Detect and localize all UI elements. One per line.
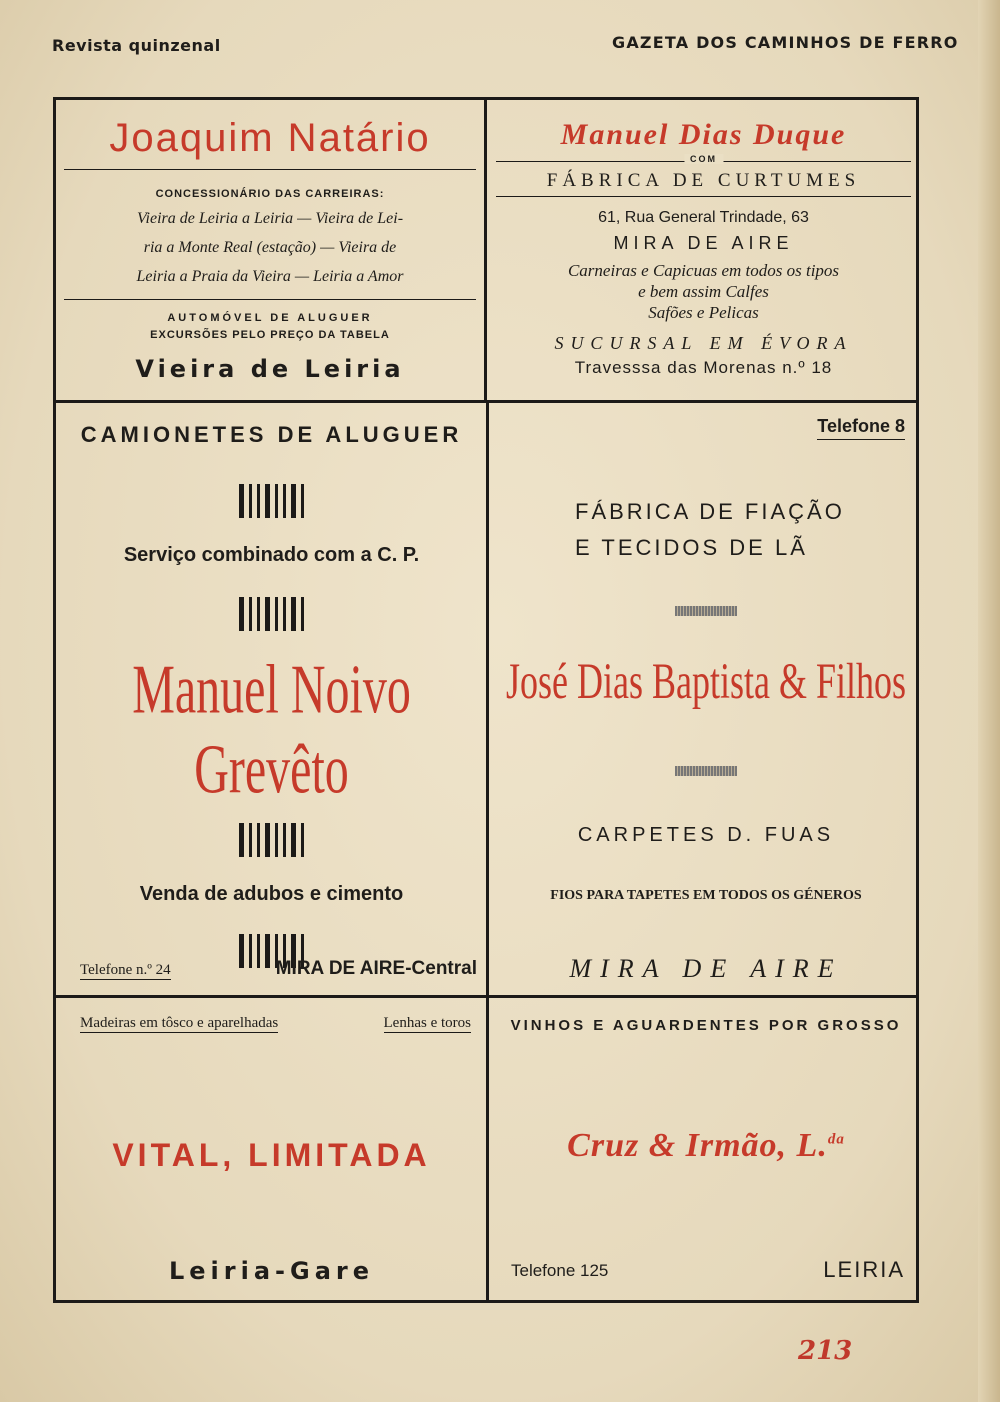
natario-name: Joaquim Natário: [109, 116, 431, 160]
duque-products: [496, 260, 911, 323]
natario-line2: EXCURSÕES PELO PREÇO DA TABELA: [150, 329, 390, 341]
duque-com: COM: [684, 154, 723, 164]
divider-middle: [486, 400, 489, 995]
ad-greveto: [64, 410, 479, 990]
greveto-phone: Telefone n.º 24: [80, 962, 171, 978]
greveto-service: Serviço combinado com a C. P.: [123, 544, 420, 566]
baptista-name: José Dias Baptista & Filhos: [505, 653, 906, 709]
cruz-title: VINHOS E AGUARDENTES POR GROSSO: [510, 1017, 902, 1034]
ad-baptista: [501, 410, 911, 990]
vital-location: Leiria-Gare: [168, 1257, 375, 1285]
duque-business: FÁBRICA DE CURTUMES: [546, 170, 861, 191]
baptista-town: MIRA DE AIRE: [569, 954, 843, 983]
cruz-name: Cruz & Irmão, L.: [567, 1127, 828, 1164]
header-right: GAZETA DOS CAMINHOS DE FERRO: [612, 33, 959, 52]
natario-rule-bottom: [64, 299, 476, 300]
ornament-bars: [64, 823, 479, 857]
ad-vital: [64, 1005, 479, 1295]
product-line: Carneiras e Capicuas em todos os tipos: [567, 261, 840, 280]
baptista-line1: FÁBRICA DE FIAÇÃO: [575, 499, 845, 524]
duque-branch-address: Travesssa das Morenas n.º 18: [574, 358, 833, 377]
route-line: ria a Monte Real (estação) — Vieira de: [143, 239, 397, 256]
header-left: Revista quinzenal: [52, 36, 221, 55]
greveto-title: CAMIONETES DE ALUGUER: [80, 422, 463, 447]
baptista-phone: Telefone 8: [817, 416, 905, 440]
route-line: Vieira de Leiria a Leiria — Vieira de Lei-: [136, 210, 404, 227]
duque-branch: SUCURSAL EM ÉVORA: [554, 333, 853, 353]
ad-cruz: [501, 1005, 911, 1295]
ornament-bar-icon: [675, 606, 737, 616]
vital-left: Madeiras em tôsco e aparelhadas: [80, 1015, 279, 1031]
ad-duque: [496, 108, 911, 394]
duque-com-row: [496, 154, 911, 168]
vital-right: Lenhas e toros: [383, 1015, 471, 1031]
product-line: Safões e Pelicas: [648, 303, 759, 322]
natario-location: Vieira de Leiria: [135, 355, 405, 383]
cruz-name-wrap: [501, 1127, 911, 1165]
cruz-sup: da: [827, 1131, 845, 1148]
divider-bottom: [486, 995, 489, 1300]
divider-top: [484, 100, 487, 400]
duque-name: Manuel Dias Duque: [560, 118, 847, 151]
duque-address: 61, Rua General Trindade, 63: [598, 209, 809, 226]
product-line: e bem assim Calfes: [638, 282, 769, 301]
baptista-carpets: CARPETES D. FUAS: [577, 824, 835, 846]
duque-town: MIRA DE AIRE: [613, 233, 794, 253]
route-line: Leiria a Praia da Vieira — Leiria a Amor: [136, 268, 404, 285]
greveto-location: MIRA DE AIRE-Central: [275, 958, 477, 979]
vital-name: VITAL, LIMITADA: [112, 1137, 431, 1173]
natario-line1: AUTOMÓVEL DE ALUGUER: [167, 312, 373, 324]
ornament-bars: [64, 597, 479, 631]
cruz-town: LEIRIA: [823, 1257, 905, 1282]
ornament-bars: [64, 484, 479, 518]
cruz-phone: Telefone 125: [511, 1261, 609, 1280]
binding-edge: [978, 0, 1000, 1402]
duque-rule: [496, 196, 911, 197]
ornament-bar-icon: [675, 766, 737, 776]
baptista-threads: FIOS PARA TAPETES EM TODOS OS GÉNEROS: [550, 888, 862, 903]
natario-routes: [64, 204, 476, 291]
greveto-sale: Venda de adubos e cimento: [139, 883, 404, 905]
natario-rule-top: [64, 169, 476, 170]
ads-grid: [53, 97, 919, 1303]
baptista-line2: E TECIDOS DE LÃ: [575, 535, 808, 560]
greveto-name: Manuel Noivo Grevêto: [132, 651, 411, 809]
page-number: 213: [798, 1336, 853, 1366]
baptista-header: [575, 494, 845, 566]
ad-natario: [64, 108, 476, 394]
natario-subtitle: CONCESSIONÁRIO DAS CARREIRAS:: [155, 188, 385, 200]
